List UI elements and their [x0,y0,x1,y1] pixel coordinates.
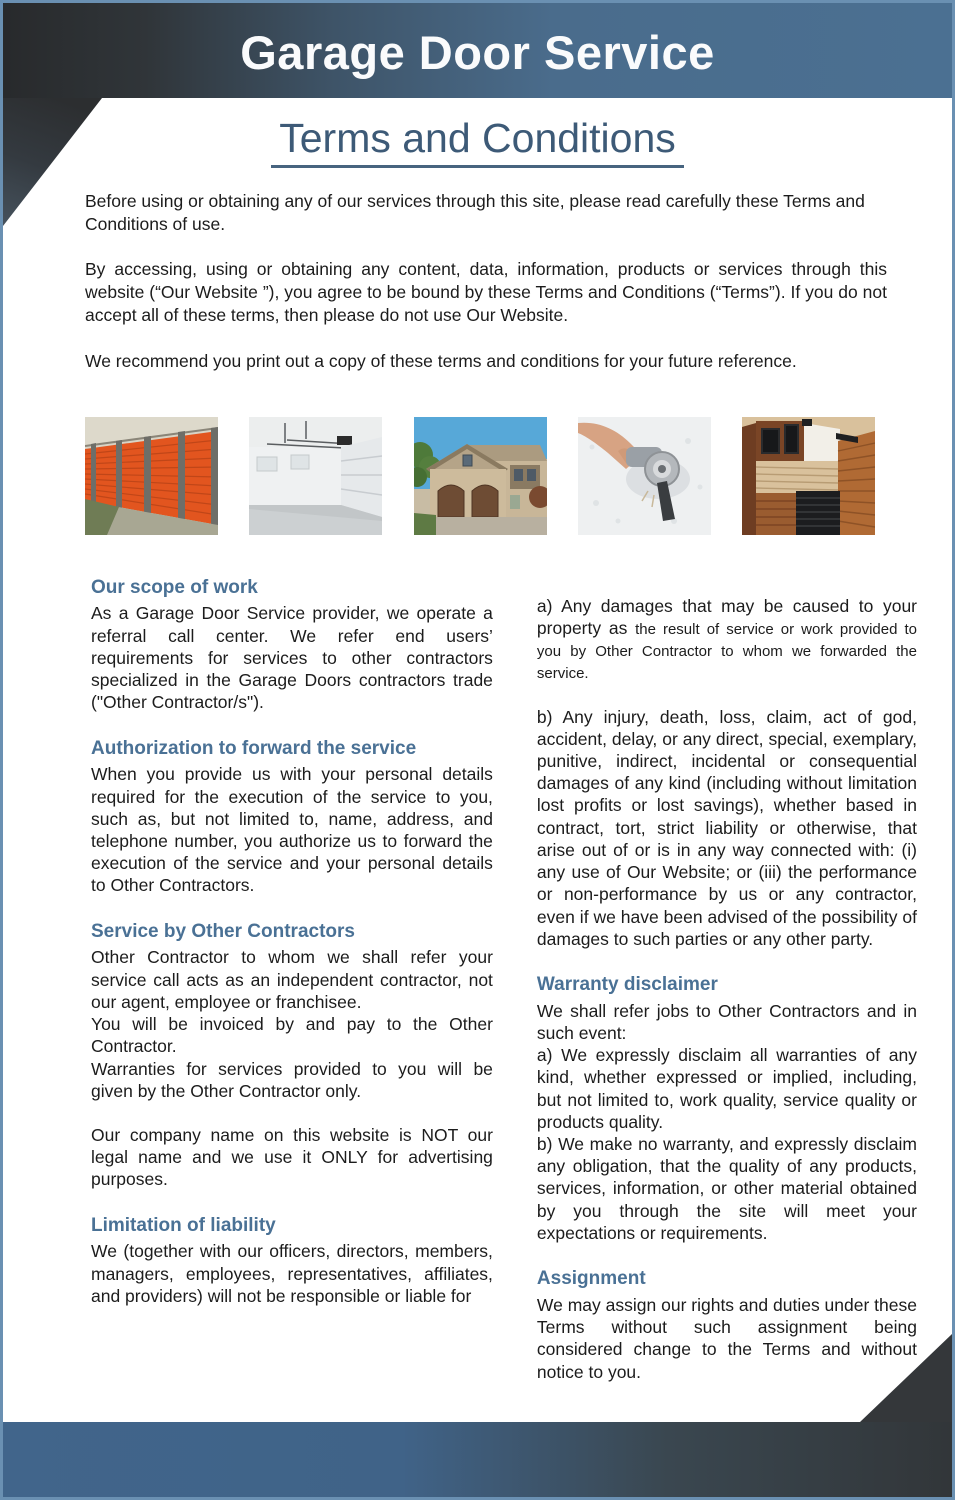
intro-paragraph-2: By accessing, using or obtaining any content, data, information, products or services through this website (“Our Website ”), you agree to be bound by these Terms and Conditions (“Terms”). If you do not accept all of these terms, then please do not use Our Website. [85,259,887,326]
subtitle-row [3,116,952,168]
intro-section [85,190,887,373]
section-scope [91,577,493,714]
section-heading-assignment: Assignment [536,1268,646,1290]
orange-storage-doors-illustration [85,417,218,535]
liability-item-a-lead: a) Any damages that may be caused to your property as [536,595,917,638]
warranty-item-b: b) We make no warranty, and expressly disclaim any obligation, that the quality of any products, services, information, or other material obtained by you through the site will meet your expectations or requirements. [536,1134,917,1243]
wood-facade-illustration [742,417,875,535]
terms-columns [91,577,917,1405]
section-service [91,921,493,1191]
photo-garage-interior [249,417,382,535]
section-body-liability: We (together with our officers, directors, members, managers, employees, representatives, affiliates, and providers) will not be responsible or liable for [91,1241,493,1306]
terms-heading: Terms and Conditions [271,116,684,168]
right-column [537,577,917,1405]
section-heading-warranty: Warranty disclaimer [536,973,718,995]
footer-banner [3,1422,952,1497]
section-authorization [91,738,493,897]
section-heading-authorization: Authorization to forward the service [91,737,417,759]
section-body-scope: As a Garage Door Service provider, we operate a referral call center. We refer end users’ requirements for services to other contractors specialized in the Garage Doors contractors trade ("Other Contractor/s"). [91,603,493,713]
section-heading-liability: Limitation of liability [91,1214,276,1236]
section-service-p4: Our company name on this website is NOT our legal name and we use it ONLY for advertising purposes. [91,1124,493,1190]
liability-item-b: b) Any injury, death, loss, claim, act of god, accident, delay, or any direct, special, exemplary, punitive, indirect, incidental or consequential damages of any kind (including without limitation lost profits or lost savings), whether based in contract, tort, strict liability or otherwise, that arise out of or is in any way connected with: (i) any use of Our Website; or (iii) the performance or non-performance by us or any contractor, even if we have been advised of the possibility of damages to such parties or any other party. [536,706,917,949]
section-service-p3: Warranties for services provided to you will be given by the Other Contractor only. [91,1058,493,1101]
liability-item-a-rest: the result of service or work provided to you by Other Contractor to whom we forwarded the service. [536,620,917,683]
section-warranty [537,974,917,1244]
section-heading-scope: Our scope of work [91,576,258,598]
section-assignment [537,1268,917,1383]
warranty-item-a: a) We expressly disclaim all warranties of any kind, whether expressed or implied, including, but not limited to, work quality, service quality or products quality. [536,1045,917,1132]
section-liability [91,1215,493,1307]
page-title: Garage Door Service [240,26,715,79]
section-body-assignment: We may assign our rights and duties under these Terms without such assignment being considered change to the Terms and without notice to you. [536,1294,917,1382]
section-body-authorization: When you provide us with your personal details required for the execution of the service to you, such as, but not limited to, name, address, and telephone number, you authorize us to forward the execution of the service and your personal details to Other Contractors. [91,764,493,896]
warranty-intro: We shall refer jobs to Other Contractors and in such event: [536,1000,917,1043]
section-service-p1: Other Contractor to whom we shall refer your service call acts as an independent contractor, not our agent, employee or franchisee. [91,947,493,1012]
section-service-p2: You will be invoiced by and pay to the Other Contractor. [91,1014,493,1057]
garage-interior-illustration [249,417,382,535]
photo-tool-on-wall [578,417,711,535]
intro-paragraph-3: We recommend you print out a copy of these terms and conditions for your future reference. [85,350,797,371]
header-banner [3,3,952,98]
house-illustration [414,417,547,535]
left-column [91,577,493,1405]
photo-storage-units [85,417,218,535]
photo-wood-facade [742,417,875,535]
photo-house-garage [414,417,547,535]
power-tool-illustration [578,417,711,535]
liability-item-a [537,595,917,684]
section-heading-service: Service by Other Contractors [91,920,355,942]
intro-paragraph-1: Before using or obtaining any of our services through this site, please read carefully these Terms and Conditions of use. [85,191,865,235]
photo-strip [85,417,875,535]
